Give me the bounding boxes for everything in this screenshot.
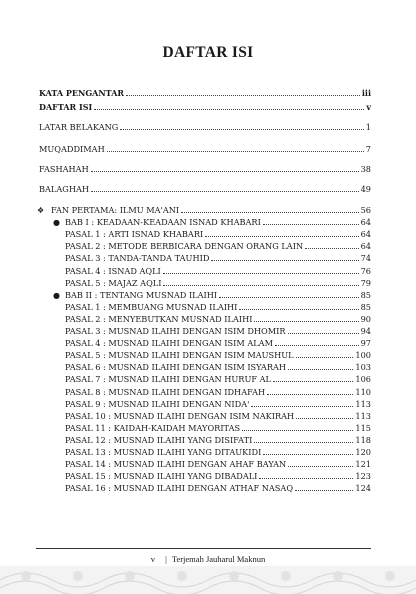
dot-leader [120, 129, 363, 130]
toc-entry-label: FAN PERTAMA: ILMU MA'ANI [51, 205, 180, 215]
dot-leader [288, 466, 353, 467]
toc-entry-page: 100 [355, 350, 371, 361]
toc-entry-label: DAFTAR ISI [39, 102, 93, 112]
toc-entry [53, 215, 371, 228]
toc-entry [39, 120, 371, 132]
toc-entry-page: 123 [355, 471, 371, 482]
toc-entry-label: PASAL 1 : ARTI ISNAD KHABARI [65, 229, 204, 240]
toc-entry [65, 336, 371, 348]
dot-bullet-icon: ● [53, 218, 60, 228]
dot-bullet-icon: ● [53, 290, 60, 300]
toc-entry-page: 120 [355, 447, 371, 457]
toc-entry [39, 100, 371, 112]
dot-leader [163, 273, 359, 274]
toc-entry-page: 124 [355, 483, 371, 494]
toc-entry-label: PASAL 1 : MEMBUANG MUSNAD ILAIHI [65, 301, 238, 312]
dot-leader [205, 236, 358, 237]
toc-entry-label: PASAL 5 : MUSNAD ILAIHI DENGAN ISIM MAUSHUL [65, 350, 294, 361]
page-title: DAFTAR ISI [162, 44, 254, 61]
toc-entry [65, 251, 371, 263]
toc-entry-page: 64 [360, 241, 371, 252]
toc-entry-label: MUQADDIMAH [39, 144, 105, 154]
toc-entry [65, 409, 371, 421]
toc-entry [65, 469, 371, 481]
toc-entry-page: 103 [355, 362, 371, 373]
toc-entry-label: PASAL 10 : MUSNAD ILAIHI DENGAN ISIM NAKIRAH [65, 410, 295, 421]
toc-entry-label: PASAL 3 : TANDA-TANDA TAUHID [65, 253, 210, 264]
dot-leader [251, 406, 353, 407]
toc-entry-page: 79 [360, 277, 371, 288]
toc-entry [65, 433, 371, 445]
toc-entry-label: PASAL 2 : METODE BERBICARA DENGAN ORANG LAIN [65, 241, 304, 252]
toc-entry [65, 397, 371, 409]
toc-entry-label: BAB I : KEADAAN-KEADAAN ISNAD KHABARI [65, 217, 261, 228]
toc-entry-label: PASAL 8 : MUSNAD ILAIHI DENGAN IDHAFAH [65, 386, 266, 397]
toc-entry-page: v [366, 102, 371, 112]
dot-leader [181, 212, 358, 213]
toc-entry-page: 90 [360, 313, 371, 324]
toc-entry-label: BAB II : TENTANG MUSNAD ILAIHI [65, 289, 218, 300]
toc-entry-label: PASAL 15 : MUSNAD ILAIHI YANG DIBADALI [65, 471, 258, 482]
toc-entry [65, 385, 371, 397]
toc-entry-page: 118 [355, 434, 371, 445]
diamond-bullet-icon: ❖ [37, 206, 45, 215]
toc-entry-label: BALAGHAH [39, 184, 90, 194]
toc-entry-page: 38 [360, 164, 371, 174]
toc-entry-label: PASAL 6 : MUSNAD ILAIHI DENGAN ISIM ISYARAH [65, 362, 287, 373]
dot-leader [296, 357, 354, 358]
dot-leader [295, 490, 353, 491]
footer-page-number: v [150, 554, 156, 564]
dot-leader [263, 224, 359, 225]
toc-entry-page: 85 [360, 289, 371, 300]
toc-entry [65, 348, 371, 360]
toc-entry [65, 481, 371, 493]
toc-entry-page: 76 [360, 265, 371, 276]
dot-leader [94, 109, 364, 110]
toc-entry [65, 227, 371, 239]
toc-entry-page: 1 [365, 122, 371, 132]
dot-leader [254, 442, 353, 443]
toc-entry-page: 106 [355, 374, 371, 385]
toc-entry-page: 7 [365, 144, 371, 154]
toc-entry-label: PASAL 12 : MUSNAD ILAIHI YANG DISIFATI [65, 434, 253, 445]
toc-entry-page: 113 [355, 398, 371, 409]
dot-leader [273, 381, 353, 382]
toc-entry [65, 445, 371, 457]
dot-leader [288, 333, 359, 334]
dot-leader [263, 454, 353, 455]
toc-entry-page: 110 [355, 386, 371, 397]
toc-entry-label: PASAL 13 : MUSNAD ILAIHI YANG DITAUKIDI [65, 447, 262, 457]
toc-entry [65, 264, 371, 276]
toc-entry-page: 94 [360, 326, 371, 336]
dot-leader [239, 309, 358, 310]
toc-entry-page: 64 [360, 217, 371, 228]
dot-leader [259, 478, 353, 479]
dot-leader [91, 171, 359, 172]
dot-leader [126, 95, 360, 96]
toc-entry-page: 74 [360, 253, 371, 264]
toc-entry [65, 312, 371, 324]
toc-entry-label: PASAL 9 : MUSNAD ILAIHI DENGAN NIDA' [65, 398, 250, 409]
dot-leader [107, 151, 364, 152]
toc-entry [65, 372, 371, 384]
toc-entry [65, 300, 371, 312]
toc-entry-page: 115 [355, 422, 371, 433]
dot-leader [288, 369, 353, 370]
lace-border-decoration [0, 566, 416, 594]
dot-leader [275, 345, 359, 346]
page-footer [0, 554, 416, 564]
toc-entry-page: iii [361, 88, 371, 98]
dot-leader [242, 430, 353, 431]
dot-leader [219, 297, 358, 298]
toc-entry [39, 142, 371, 154]
toc-entry [65, 276, 371, 288]
toc-entry-label: FASHAHAH [39, 164, 89, 174]
toc-entry-page: 113 [355, 410, 371, 421]
dot-leader [211, 260, 358, 261]
footer-separator: | [165, 554, 167, 564]
toc-entry-label: PASAL 11 : KAIDAH-KAIDAH MAYORITAS [65, 422, 241, 433]
toc-entry-label: PASAL 3 : MUSNAD ILAIHI DENGAN ISIM DHOMIR [65, 326, 286, 336]
toc-entry [65, 239, 371, 251]
toc-entry [37, 203, 371, 215]
toc-entry [65, 421, 371, 433]
toc-entry-label: PASAL 2 : MENYEBUTKAN MUSNAD ILAIHI [65, 313, 253, 324]
toc-entry [65, 457, 371, 469]
toc-entry [39, 182, 371, 194]
toc-entry-label: PASAL 7 : MUSNAD ILAIHI DENGAN HURUF AL [65, 374, 271, 385]
toc-entry [39, 162, 371, 174]
dot-leader [254, 321, 358, 322]
toc-entry-label: PASAL 5 : MAJAZ AQLI [65, 277, 162, 288]
dot-leader [163, 285, 358, 286]
toc-entry-page: 121 [355, 459, 371, 470]
toc-entry [65, 360, 371, 372]
toc-entry-page: 56 [360, 205, 371, 215]
dot-leader [267, 394, 353, 395]
dot-leader [305, 248, 358, 249]
toc-entry-page: 97 [360, 338, 371, 349]
toc-entry-label: PASAL 4 : MUSNAD ILAIHI DENGAN ISIM ALAM [65, 338, 273, 349]
toc-entry-label: PASAL 14 : MUSNAD ILAIHI DENGAN AHAF BAYAN [65, 459, 287, 470]
footer-divider [36, 548, 371, 549]
toc-entry [39, 86, 371, 98]
dot-leader [296, 418, 353, 419]
toc-entry-label: PASAL 16 : MUSNAD ILAIHI DENGAN ATHAF NASAQ [65, 483, 294, 494]
toc-entry-label: PASAL 4 : ISNAD AQLI [65, 265, 161, 276]
footer-book-title: Terjemah Jauharul Maknun [171, 554, 266, 564]
toc-entry-page: 85 [360, 301, 371, 312]
toc-entry-page: 49 [360, 184, 371, 194]
toc-entry-label: KATA PENGANTAR [39, 88, 125, 98]
toc-entry [65, 324, 371, 336]
dot-leader [91, 191, 359, 192]
toc-entry-page: 64 [360, 229, 371, 240]
toc-entry [53, 288, 371, 300]
toc-entry-label: LATAR BELAKANG [39, 122, 119, 132]
